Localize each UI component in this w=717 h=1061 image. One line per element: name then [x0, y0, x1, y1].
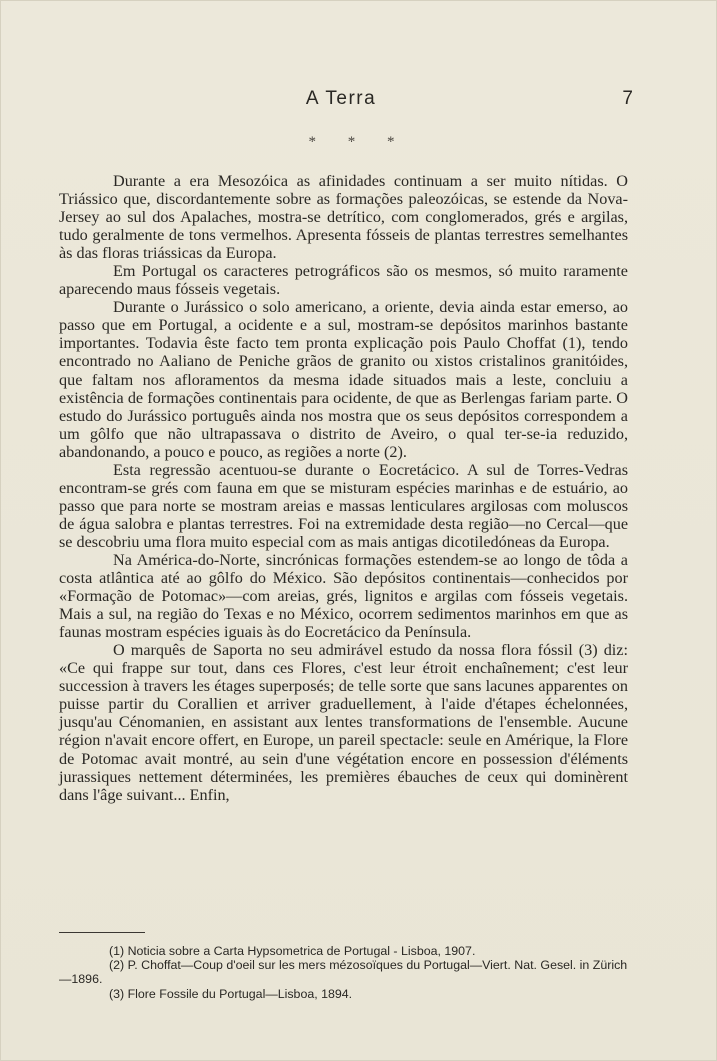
page-header [55, 88, 633, 118]
page-number: 7 [622, 88, 633, 109]
body-text [59, 172, 628, 804]
paragraph: O marquês de Saporta no seu admirável estudo da nossa flora fóssil (3) diz: «Ce qui frappe sur tout, dans ces Flores, c'est leur étroit enchaînement; c'est leur succession à travers les étages superposés; de telle sorte que sans lacunes apparentes on puisse partir du Corallien et arriver graduellement, à l'aide d'étapes échelonnées, jusqu'au Cénomanien, en assistant aux lentes transformations de l'ensemble. Aucune région n'avait encore offert, en Europe, un pareil spectacle: seule en Amérique, la Flore de Potomac avait montré, au sein d'une végétation encore en possession d'éléments jurassiques nettement déterminées, les premières ébauches de ceux qui dominèrent dans l'âge suivant... Enfin, [59, 641, 628, 804]
footnote: (3) Flore Fossile du Portugal—Lisboa, 1894. [109, 986, 353, 1001]
paragraph: Durante a era Mesozóica as afinidades continuam a ser muito nítidas. O Triássico que, discordantemente sobre as formações paleozóicas, se estende da Nova-Jersey ao sul dos Apalaches, mostra-se detrítico, com conglomerados, grés e argilas, tudo geralmente de tons vermelhos. Apresenta fósseis de plantas terrestres semelhantes às das floras triássicas da Europa. [59, 172, 628, 263]
paragraph: Durante o Jurássico o solo americano, a oriente, devia ainda estar emerso, ao passo que em Portugal, a ocidente e a sul, mostram-se depósitos marinhos bastante importantes. Todavia êste facto tem pronta explicação pois Paulo Choffat (1), tendo encontrado no Aaliano de Peniche grãos de granito ou xistos cristalinos granitóides, que faltam nos afloramentos da mesma idade situados mais a leste, concluiu a existência de formações continentais para ocidente, de que as Berlengas fariam parte. O estudo do Jurássico português ainda nos mostra que os seus depósitos correspondem a um gôlfo que não ultrapassava o distrito de Aveiro, o qual ter-se-ia reduzido, abandonando, a pouco e pouco, as regiões a norte (2). [59, 298, 628, 461]
section-break-asterisms: * * * [308, 134, 409, 150]
footnote-rule [59, 932, 145, 933]
footnote: (1) Noticia sobre a Carta Hypsometrica de Portugal - Lisboa, 1907. [109, 944, 476, 958]
footnotes [59, 944, 628, 1001]
paragraph: Em Portugal os caracteres petrográficos são os mesmos, só muito raramente aparecendo maus fósseis vegetais. [59, 262, 628, 299]
running-head: A Terra [305, 88, 377, 109]
footnote: (2) P. Choffat—Coup d'oeil sur les mers mézosoïques du Portugal—Viert. Nat. Gesel. in Zürich—1896. [59, 958, 628, 987]
paragraph: Esta regressão acentuou-se durante o Eocretácico. A sul de Torres-Vedras encontram-se grés com fauna em que se misturam espécies marinhas e de estuário, ao passo que para norte se mostram areias e massas lenticulares argilosas com moluscos de água salobra e plantas terrestres. Foi na extremidade desta região—no Cercal—que se descobriu uma flora muito especial com as mais antigas dicotiledóneas da Europa. [59, 460, 628, 551]
paragraph: Na América-do-Norte, sincrónicas formações estendem-se ao longo de tôda a costa atlântica até ao gôlfo do México. São depósitos continentais—conhecidos por «Formação de Potomac»—com areias, grés, lignitos e argilas com fósseis vegetais. Mais a sul, na região do Texas e no México, ocorrem sedimentos marinhos em que as faunas mostram espécies iguais às do Eocretácico da Península. [59, 550, 628, 642]
